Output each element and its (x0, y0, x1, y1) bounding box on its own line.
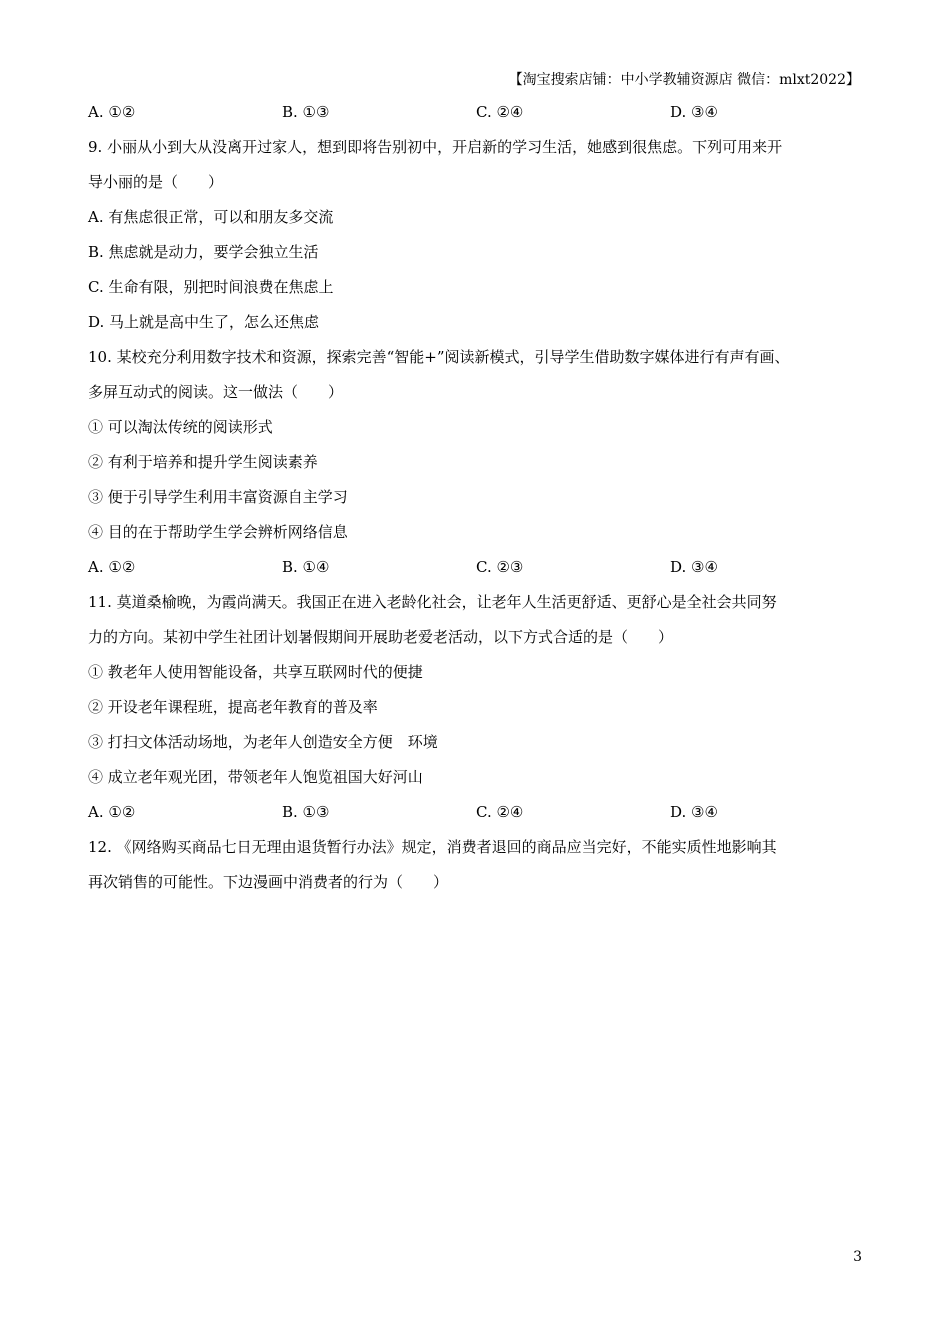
option-c: C. ②④ (476, 803, 524, 821)
q8-options (88, 100, 873, 135)
option-c: C. ②③ (476, 558, 524, 576)
q11-stem-line1: 11. 莫道桑榆晚，为霞尚满天。我国正在进入老龄化社会，让老年人生活更舒适、更舒心是全社会共同努 (88, 593, 777, 611)
q9-choice-b: B. 焦虑就是动力，要学会独立生活 (88, 243, 319, 261)
q11-statement-2: ② 开设老年课程班，提高老年教育的普及率 (88, 698, 378, 716)
option-a: A. ①② (88, 558, 136, 576)
header-note: 【淘宝搜索店铺：中小学教辅资源店 微信：mlxt2022】 (508, 72, 860, 88)
option-d: D. ③④ (670, 558, 718, 576)
option-d: D. ③④ (670, 103, 718, 121)
option-b: B. ①③ (282, 103, 330, 121)
q10-options (88, 555, 873, 590)
q11-options (88, 800, 873, 835)
page-number: 3 (853, 1249, 862, 1265)
q11-stem-line2: 力的方向。某初中学生社团计划暑假期间开展助老爱老活动，以下方式合适的是（ ） (88, 628, 674, 646)
q12-stem-line2: 再次销售的可能性。下边漫画中消费者的行为（ ） (88, 873, 449, 891)
document-body (88, 100, 873, 905)
q9-choice-d: D. 马上就是高中生了，怎么还焦虑 (88, 313, 320, 331)
q9-stem-line2: 导小丽的是（ ） (88, 173, 224, 191)
q11-statement-4: ④ 成立老年观光团，带领老年人饱览祖国大好河山 (88, 768, 423, 786)
q10-statement-4: ④ 目的在于帮助学生学会辨析网络信息 (88, 523, 348, 541)
option-d: D. ③④ (670, 803, 718, 821)
option-a: A. ①② (88, 803, 136, 821)
option-a: A. ①② (88, 103, 136, 121)
q10-statement-2: ② 有利于培养和提升学生阅读素养 (88, 453, 318, 471)
q9-choice-a: A. 有焦虑很正常，可以和朋友多交流 (88, 208, 334, 226)
q11-statement-3: ③ 打扫文体活动场地，为老年人创造安全方便 环境 (88, 733, 438, 751)
q9-stem-line1: 9. 小丽从小到大从没离开过家人，想到即将告别初中，开启新的学习生活，她感到很焦虑。下列可用来开 (88, 138, 783, 156)
option-b: B. ①④ (282, 558, 330, 576)
q9-choice-c: C. 生命有限，别把时间浪费在焦虑上 (88, 278, 334, 296)
q10-statement-1: ① 可以淘汰传统的阅读形式 (88, 418, 273, 436)
option-c: C. ②④ (476, 103, 524, 121)
q10-stem-line2: 多屏互动式的阅读。这一做法（ ） (88, 383, 344, 401)
q11-statement-1: ① 教老年人使用智能设备，共享互联网时代的便捷 (88, 663, 423, 681)
option-b: B. ①③ (282, 803, 330, 821)
q10-stem-line1: 10. 某校充分利用数字技术和资源，探索完善“智能+”阅读新模式，引导学生借助数字媒体进行有声有画、 (88, 348, 790, 366)
q12-stem-line1: 12. 《网络购买商品七日无理由退货暂行办法》规定，消费者退回的商品应当完好，不能实质性地影响其 (88, 838, 777, 856)
q10-statement-3: ③ 便于引导学生利用丰富资源自主学习 (88, 488, 348, 506)
